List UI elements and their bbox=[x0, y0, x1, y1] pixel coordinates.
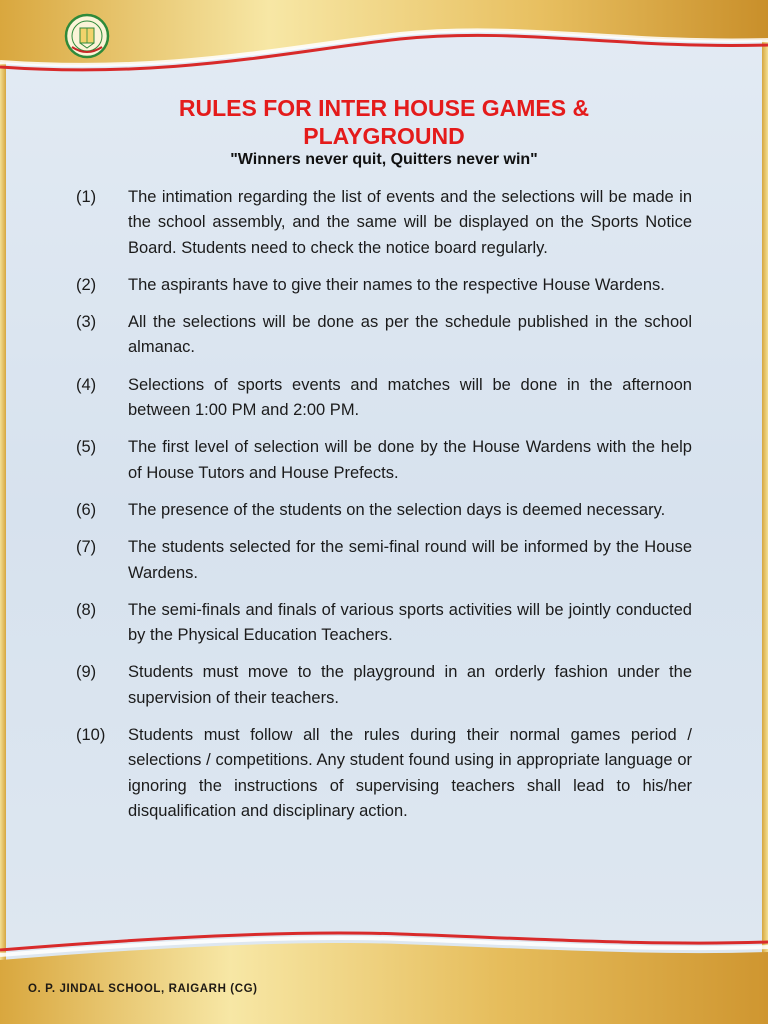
rule-item bbox=[76, 310, 692, 361]
rule-text: Selections of sports events and matches will be done in the afternoon between 1:00 PM and 2:00 PM. bbox=[128, 375, 692, 420]
page-title: RULES FOR INTER HOUSE GAMES & PLAYGROUND bbox=[178, 95, 590, 149]
rule-number: (8) bbox=[76, 600, 97, 619]
motto-subtitle: "Winners never quit, Quitters never win" bbox=[230, 151, 538, 168]
rule-text: Students must follow all the rules during their normal games period / selections / competitions. Any student found using in appropriate language or ignoring the instructions of supervising teachers shall lead to his/her disqualification and disciplinary action. bbox=[128, 726, 692, 820]
rule-item bbox=[76, 273, 692, 298]
rule-item bbox=[76, 373, 692, 424]
rule-number: (9) bbox=[76, 663, 97, 682]
rule-item bbox=[76, 723, 692, 824]
rule-number: (10) bbox=[76, 726, 106, 745]
rule-number: (1) bbox=[76, 188, 97, 206]
footer-school-name: O. P. JINDAL SCHOOL, RAIGARH (CG) bbox=[28, 983, 258, 995]
rule-text: The students selected for the semi-final round will be informed by the House Wardens. bbox=[128, 538, 692, 582]
rule-text: Students must move to the playground in an orderly fashion under the supervision of their teachers. bbox=[128, 663, 692, 707]
right-gold-border bbox=[762, 0, 768, 1024]
rule-number: (2) bbox=[76, 275, 97, 294]
rule-number: (6) bbox=[76, 500, 97, 519]
rule-number: (7) bbox=[76, 538, 97, 557]
school-crest-icon bbox=[64, 13, 110, 59]
rule-text: The first level of selection will be done by the House Wardens with the help of House Tutors and House Prefects. bbox=[128, 438, 692, 482]
rule-number: (4) bbox=[76, 375, 97, 394]
footer-band bbox=[0, 930, 768, 1024]
rules-list bbox=[76, 185, 692, 836]
rule-number: (5) bbox=[76, 438, 97, 457]
rule-item bbox=[76, 185, 692, 261]
rule-item bbox=[76, 660, 692, 711]
rule-item bbox=[76, 535, 692, 586]
rule-item bbox=[76, 498, 692, 523]
header-band bbox=[0, 0, 768, 82]
rule-text: All the selections will be done as per the schedule published in the school almanac. bbox=[128, 313, 692, 357]
rule-number: (3) bbox=[76, 313, 97, 332]
rule-item bbox=[76, 598, 692, 649]
rule-text: The semi-finals and finals of various sports activities will be jointly conducted by the Physical Education Teachers. bbox=[128, 600, 692, 645]
rule-item bbox=[76, 435, 692, 486]
rule-text: The intimation regarding the list of events and the selections will be made in the school assembly, and the same will be displayed on the Sports Notice Board. Students need to check the notice board regularly. bbox=[128, 188, 692, 257]
rule-text: The presence of the students on the selection days is deemed necessary. bbox=[128, 500, 666, 519]
left-gold-border bbox=[0, 0, 6, 1024]
rule-text: The aspirants have to give their names to the respective House Wardens. bbox=[128, 275, 665, 294]
